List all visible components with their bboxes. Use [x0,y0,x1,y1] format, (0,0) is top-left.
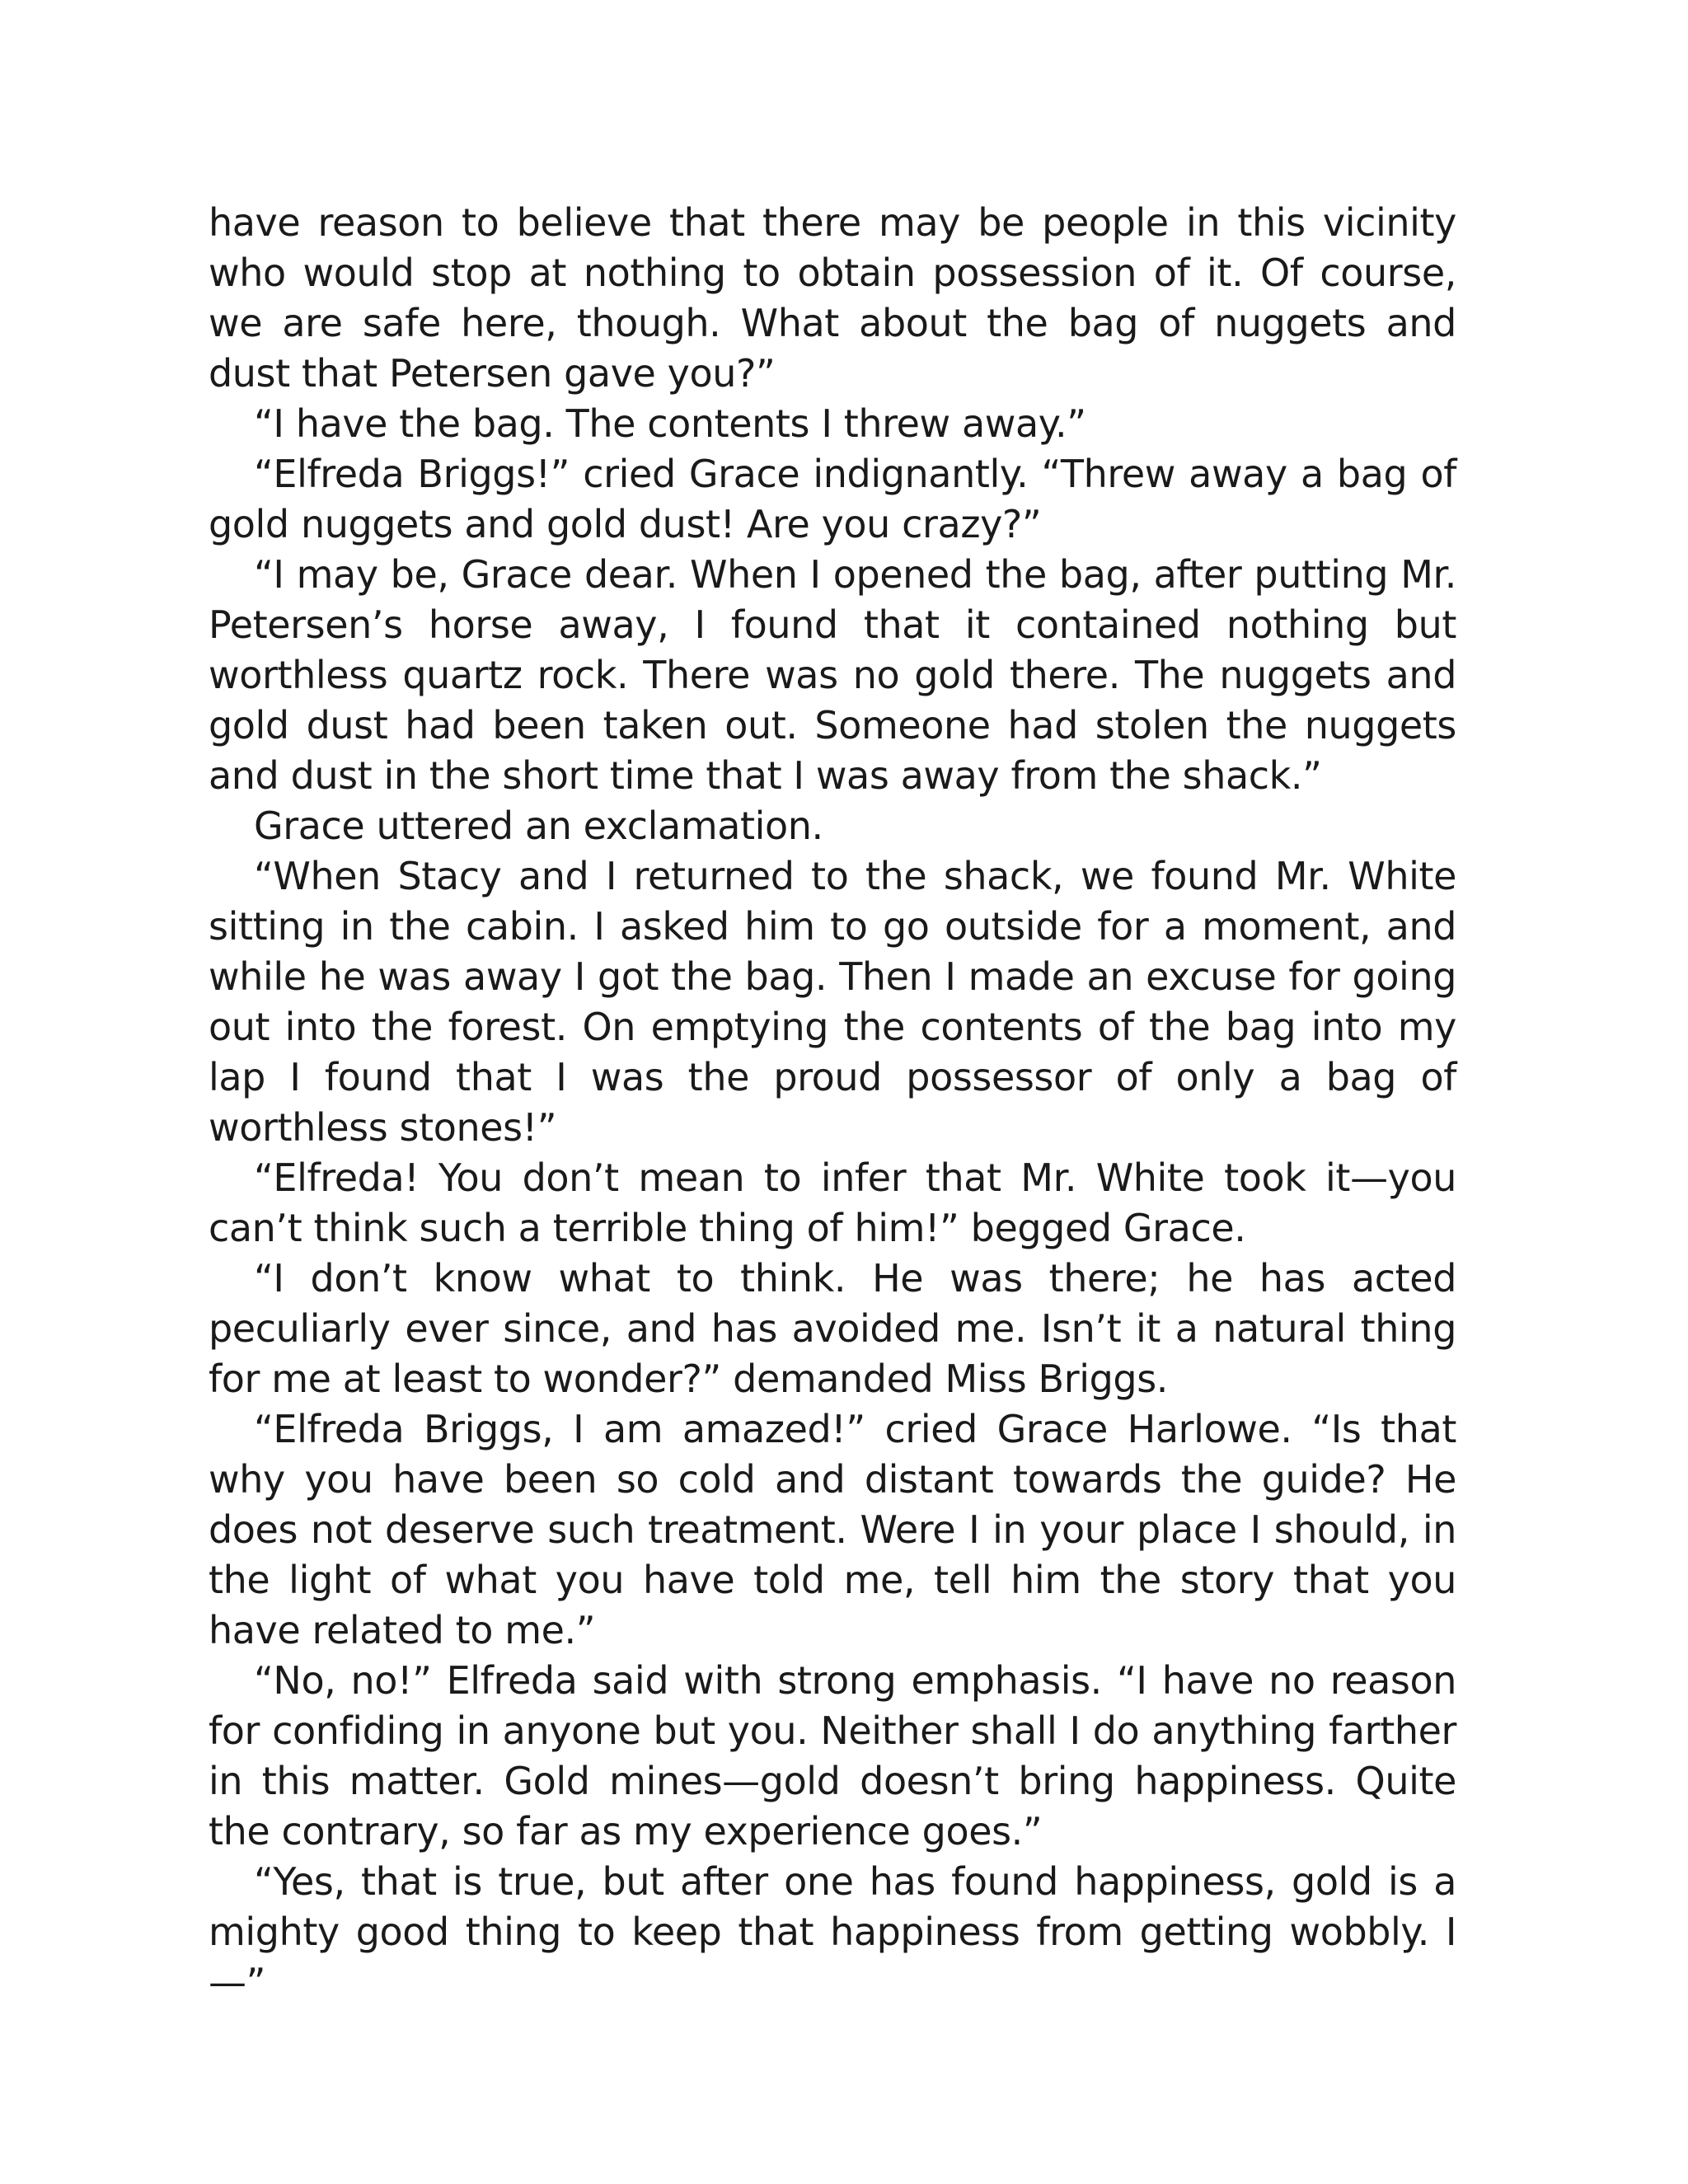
paragraph: “Elfreda! You don’t mean to infer that Mr. White took it—you can’t think such a terrible thing of him!” begged Grace. [209,1155,1456,1250]
paragraph: have reason to believe that there may be people in this vicinity who would stop at nothing to obtain possession of it. Of course, we are safe here, though. What about the bag of nuggets and dust that Petersen gave you?” [209,200,1456,396]
paragraph: “I have the bag. The contents I threw away.” [254,401,1086,446]
paragraph: “Elfreda Briggs, I am amazed!” cried Grace Harlowe. “Is that why you have been so cold and distant towards the guide? He does not deserve such treatment. Were I in your place I should, in the light of what you have told me, tell him the story that you have related to me.” [209,1407,1456,1652]
paragraph: Grace uttered an exclamation. [254,804,823,848]
paragraph: “Yes, that is true, but after one has found happiness, gold is a mighty good thing to keep that happiness from getting wobbly. I—” [209,1859,1456,2004]
paragraph: “Elfreda Briggs!” cried Grace indignantly. “Threw away a bag of gold nuggets and gold dust! Are you crazy?” [209,452,1456,546]
paragraph: “When Stacy and I returned to the shack, we found Mr. White sitting in the cabin. I asked him to go outside for a moment, and while he was away I got the bag. Then I made an excuse for going out into the forest. On emptying the contents of the bag into my lap I found that I was the proud possessor of only a bag of worthless stones!” [209,854,1456,1150]
paragraph: “No, no!” Elfreda said with strong emphasis. “I have no reason for confiding in anyone but you. Neither shall I do anything farther in this matter. Gold mines—gold doesn’t bring happiness. Quite the contrary, so far as my experience goes.” [209,1658,1456,1854]
paragraph: “I don’t know what to think. He was there; he has acted peculiarly ever since, and has avoided me. Isn’t it a natural thing for me at least to wonder?” demanded Miss Briggs. [209,1256,1456,1401]
book-page-text [209,198,1456,2008]
paragraph: “I may be, Grace dear. When I opened the bag, after putting Mr. Petersen’s horse away, I found that it contained nothing but worthless quartz rock. There was no gold there. The nuggets and gold dust had been taken out. Someone had stolen the nuggets and dust in the short time that I was away from the shack.” [209,552,1456,798]
